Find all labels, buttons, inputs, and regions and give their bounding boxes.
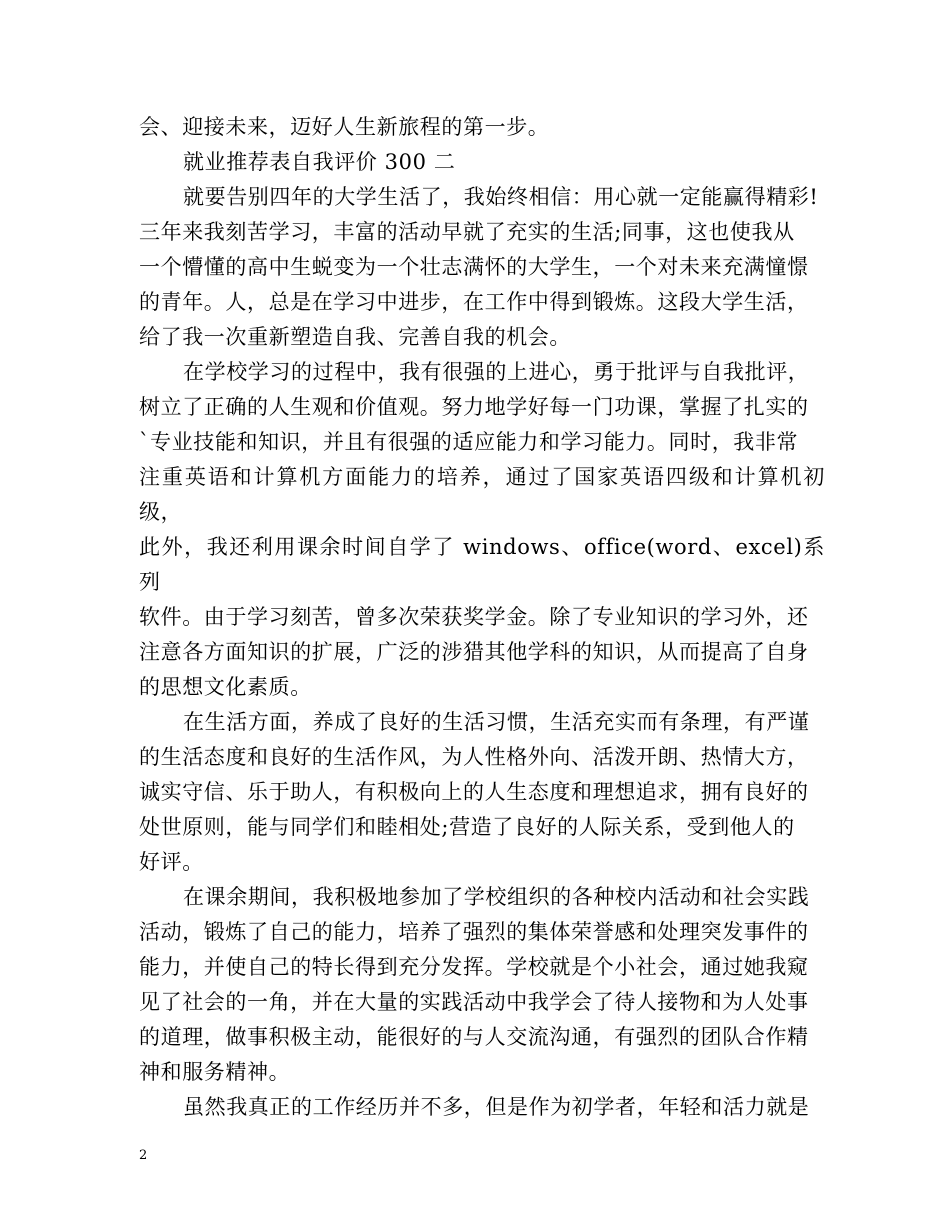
paragraph-activities: 在课余期间，我积极地参加了学校组织的各种校内活动和社会实践 活动，锻炼了自己的能力，培养了强烈的集体荣誉感和处理突发事件的 能力，并使自己的特长得到充分发挥。学校就是个小社会，通过她我窥 见了社会的一角，并在大量的实践活动中我学会了待人接物和为人处事 的道理，做事积极主动，能很好的与人交流沟通，有强烈的团队合作精 神和服务精神。 [139,885,810,1084]
paragraph-section-heading: 就业推荐表自我评价 300 二 [183,150,456,174]
paragraph-continuation: 会、迎接未来，迈好人生新旅程的第一步。 [139,115,550,139]
document-body [139,110,825,1125]
page-number: 2 [139,1148,148,1163]
paragraph-intro: 就要告别四年的大学生活了，我始终相信：用心就一定能赢得精彩! 三年来我刻苦学习，丰富的活动早就了充实的生活;同事，这也使我从 一个懵懂的高中生蜕变为一个壮志满怀的大学生，一个对未来充满憧憬 的青年。人，总是在学习中进步，在工作中得到锻炼。这段大学生活， 给了我一次重新塑造自我、完善自我的机会。 [139,185,819,349]
paragraph-life: 在生活方面，养成了良好的生活习惯，生活充实而有条理，有严谨 的生活态度和良好的生活作风，为人性格外向、活泼开朗、热情大方， 诚实守信、乐于助人，有积极向上的人生态度和理想追求，拥有良好的 处世原则，能与同学们和睦相处;营造了良好的人际关系，受到他人的 好评。 [139,710,810,874]
paragraph-work-experience: 虽然我真正的工作经历并不多，但是作为初学者，年轻和活力就是 [183,1095,810,1119]
paragraph-study: 在学校学习的过程中，我有很强的上进心，勇于批评与自我批评， 树立了正确的人生观和价值观。努力地学好每一门功课，掌握了扎实的 `专业技能和知识，并且有很强的适应能力和学习能力。同时，我非常 注重英语和计算机方面能力的培养，通过了国家英语四级和计算机初级， 此外，我还利用课余时间自学了 windows、office(word、excel)系列 软件。由于学习刻苦，曾多次荣获奖学金。除了专业知识的学习外，还 注意各方面知识的扩展，广泛的涉猎其他学科的知识，从而提高了自身 的思想文化素质。 [139,360,825,699]
